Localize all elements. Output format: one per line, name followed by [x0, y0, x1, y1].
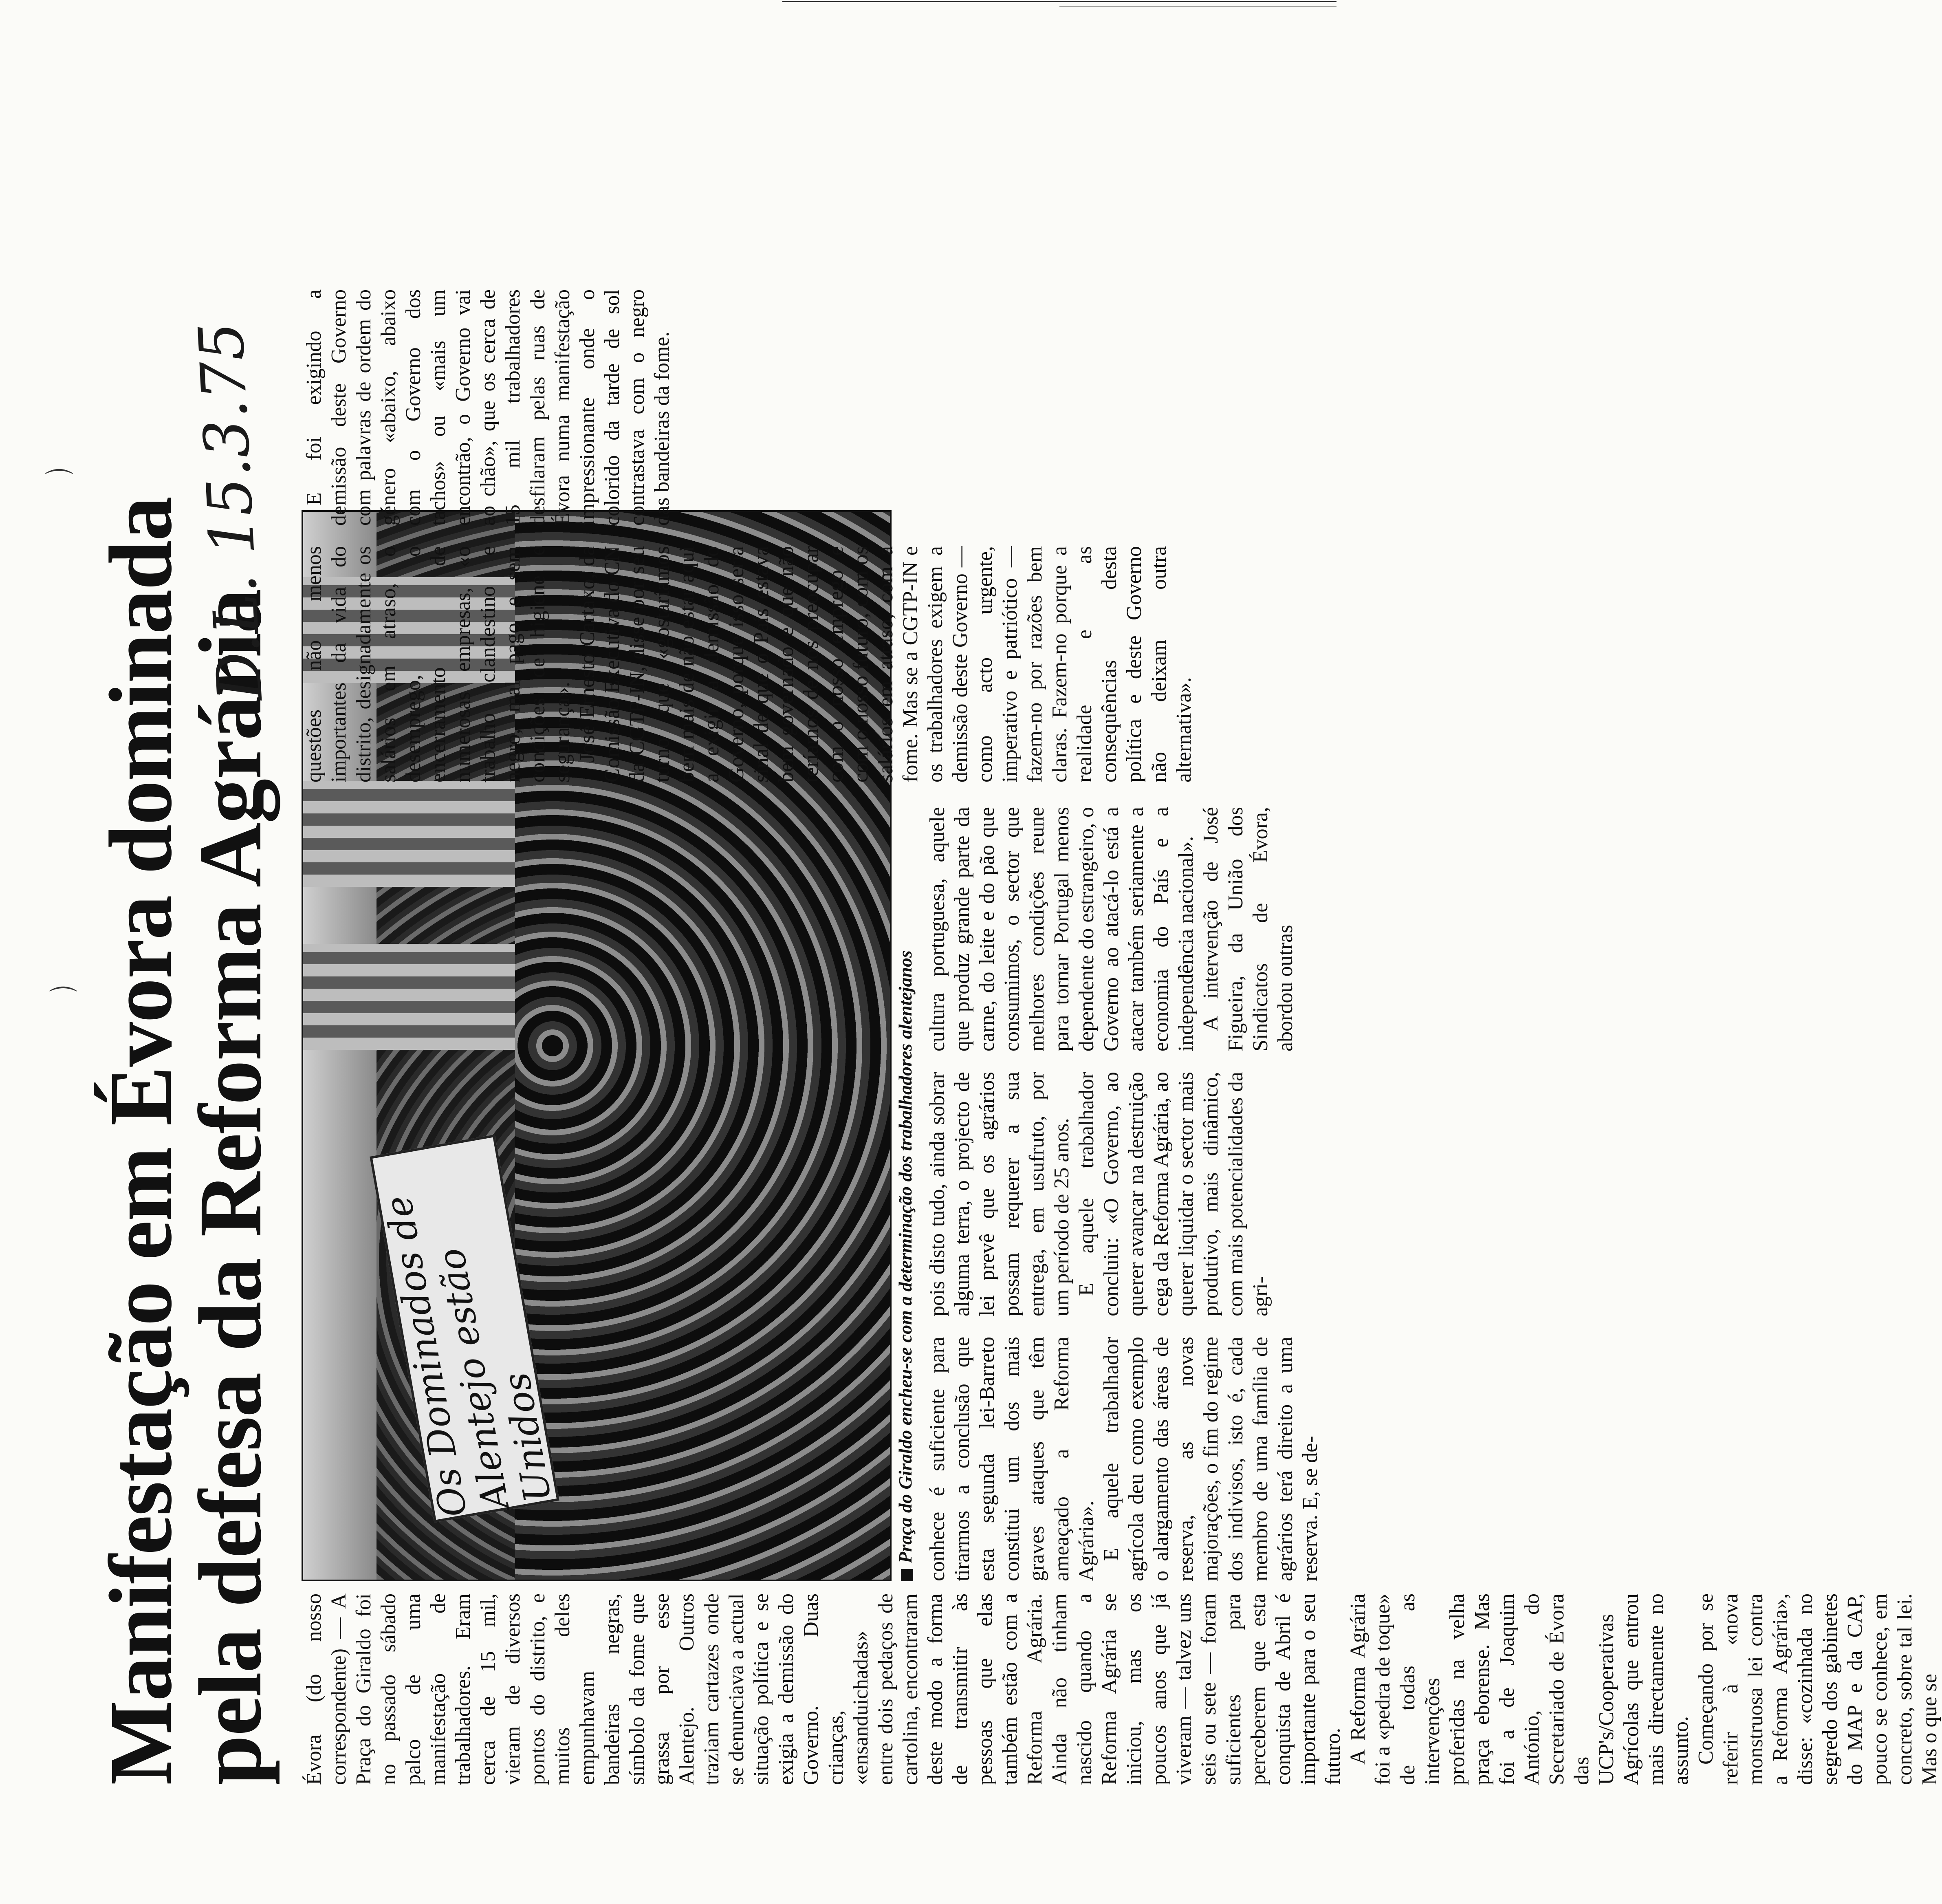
article-column-2 — [925, 1337, 1323, 1581]
paragraph: conhece é suficiente para tirarmos a conclusão que esta segunda lei-Barreto constitui um dos mais graves ataques que têm ameaçado a Reforma Agrária». — [926, 1337, 1098, 1581]
scan-edge-line — [1059, 6, 1337, 7]
paragraph: cultura portuguesa, aquele que produz grande parte da carne, do leite e do pão que consumimos, o sector que melhores condições reune para tornar Portugal menos dependente do estrangeiro, o Governo ao atacá-lo está a atacar também seriamente a economia do País e a independência nacional». — [926, 807, 1198, 1051]
paragraph: A Reforma Agrária foi a «pedra de toque» de todas as intervenções proferidas na velha praça eborense. Mas foi a de Joaquim António, do Secretariado de Évora das UCP's/Cooperativas Agrícolas que entrou mais directamente no assunto. — [1346, 1593, 1693, 1785]
caption-bullet-icon — [901, 1569, 913, 1581]
paragraph: E foi exigindo a demissão deste Governo com palavras de ordem do género «abaixo, abaixo com o Governo dos tachos» ou «mais um encontrão, o Governo vai ao chão», que os cerca de 15 mil trabalhadores desfilaram pelas ruas de Évora numa manifestação impressionante onde o colorido da tarde de sol contrastava com o negro das bandeiras da fome. — [302, 289, 674, 526]
scan-edge-line — [782, 1, 1337, 2]
photo-building — [303, 781, 515, 887]
scan-mark: ⌒ — [45, 467, 73, 500]
paragraph: pois disto tudo, ainda sobrar alguma terra, o projecto de lei prevê que os agrários possam requerer a sua entrega, em usufruto, por um período de 25 anos. — [926, 1072, 1073, 1316]
paragraph: José Ernesto Cartaxo, da Comissão Executiva do CN da CGTP-IN, disse por seu turno que «gostaríamos bem mais de não estar aqui a exigir a demissão do Governo, porque isso seria sinal de que o País estava bem governado e que não teríamos de nos preocupar com o nosso emprego e com o nosso futuro, com os salários em atraso, com a fome. Mas se a CGTP-IN e os trabalhadores exigem a demissão deste Governo — como acto urgente, imperativo e patriótico — fazem-no por razões bem claras. Fazem-no porque a realidade e as consequências desta política e deste Governo não deixam outra alternativa». — [576, 546, 1196, 782]
handwritten-date-annotation: D.L. 15.3.75 — [185, 320, 277, 703]
article-column-6 — [302, 289, 674, 526]
photo-building — [303, 944, 515, 1050]
paragraph: questões não menos importantes da vida do distrito, designadamente os salários em atraso, o desemprego, o encerramento de numerosas empresas, «o trabalho clandestino e negro, mal pago e sem condições de higiene e segurança». — [302, 546, 574, 782]
headline-line-1: Manifestação em Évora dominada — [91, 497, 190, 1785]
protest-banner: Os Dominados de Alentejo estão Unidos — [370, 1135, 559, 1523]
article-column-4 — [925, 807, 1298, 1051]
paragraph: E aquele trabalhador agrícola deu como exemplo o alargamento das áreas de reserva, as novas majorações, o fim do regime dos indivisos, isto é, cada membro de uma família de agrários terá direito a uma reserva. E, se de- — [1100, 1337, 1322, 1581]
newspaper-clipping — [73, 269, 1941, 1842]
article-column-1 — [302, 1593, 1942, 1785]
headline-line-2: pela defesa da Reforma Agrária — [181, 589, 280, 1785]
scan-mark: ⌒ — [49, 984, 77, 1018]
article-column-3 — [925, 1072, 1273, 1316]
paragraph: Começando por se referir à «nova monstruosa lei contra a Reforma Agrária», disse: «cozinhada no segredo dos gabinetes do MAP e da CAP, pouco se conhece, em concreto, sobre tal lei. Mas o que se — [1694, 1593, 1941, 1785]
photo-caption-text: Praça do Giraldo encheu-se com a determinação dos trabalhadores alentejanos — [895, 950, 916, 1563]
paragraph: Évora (do nosso correspondente) — A Praça do Giraldo foi no passado sábado palco de uma manifestação de trabalhadores. Eram cerca de 15 mil, vieram de diversos pontos do distrito, e muitos deles empunhavam bandeiras negras, símbolo da fome que grassa por esse Alentejo. Outros traziam cartazes onde se denunciava a actual situação política e se exigia a demissão do Governo. Duas crianças, «ensanduichadas» entre dois pedaços de cartolina, encontraram deste modo a forma de transmitir às pessoas que elas também estão com a Reforma Agrária. Ainda não tinham nascido quando a Reforma Agrária se iniciou, mas os poucos anos que já viveram — talvez uns seis ou sete — foram suficientes para perceberem que esta conquista de Abril é importante para o seu futuro. — [302, 1593, 1345, 1785]
paragraph: A intervenção de José Figueira, da União dos Sindicatos de Évora, abordou outras — [1199, 807, 1297, 1051]
paragraph: E aquele trabalhador concluiu: «O Governo, ao querer avançar na destruição cega da Reforma Agrária, ao querer liquidar o sector mais produtivo, mais dinâmico, com mais potencialidades da agri- — [1075, 1072, 1272, 1316]
article-column-5 — [302, 546, 1196, 782]
